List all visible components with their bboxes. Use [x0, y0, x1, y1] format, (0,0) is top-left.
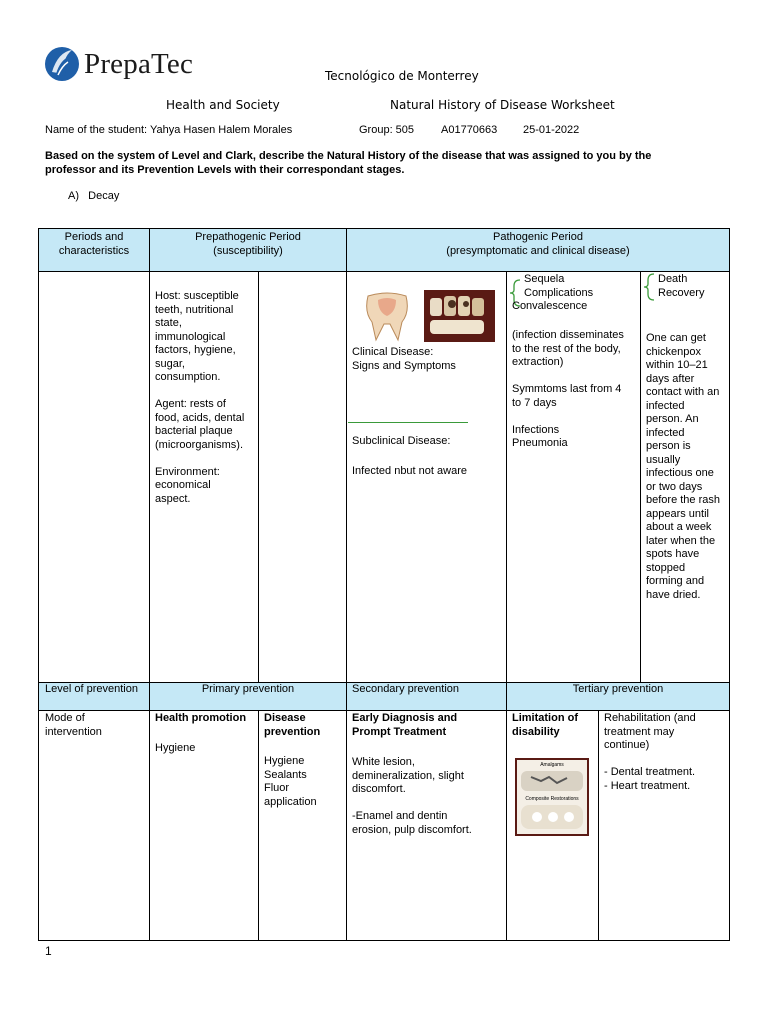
restorations-image: [515, 758, 589, 836]
limitation-title: Limitation of disability: [512, 712, 578, 738]
clinical-disease: Clinical Disease: Signs and Symptoms: [352, 346, 456, 372]
horizon-line: [348, 422, 468, 423]
tertiary-prevention-header: Tertiary prevention: [572, 683, 664, 695]
level-of-prevention-header: Level of prevention: [45, 683, 138, 695]
tooth-diagram-icon: [352, 290, 495, 342]
subclinical-disease: Subclinical Disease:: [352, 435, 451, 447]
logo-text: PrepaTec: [84, 48, 194, 80]
student-date: 25-01-2022: [523, 124, 580, 136]
health-promotion-title: Health promotion: [155, 712, 247, 724]
disease-prevention-text: Hygiene Sealants Fluor application: [264, 755, 317, 808]
recovery-item: Recovery: [658, 287, 705, 299]
pathogenic-header: Pathogenic Period (presymptomatic and clinical disease): [446, 231, 630, 257]
student-name: Name of the student: Yahya Hasen Halem Morales: [45, 124, 293, 136]
secondary-prevention-header: Secondary prevention: [352, 683, 460, 695]
disease-prevention-title: Disease prevention: [264, 712, 321, 738]
death-item: Death: [658, 273, 688, 285]
tooth-decay-image: [352, 290, 495, 342]
early-diagnosis-title: Early Diagnosis and Prompt Treatment: [352, 712, 458, 738]
composite-restorations-label: Composite Restorations: [525, 796, 579, 802]
early-diagnosis-text: White lesion, demineralization, slight discomfort. -Enamel and dentin erosion, pulp discomfort.: [352, 756, 472, 836]
mode-of-intervention: Mode of intervention: [45, 712, 102, 738]
complications-item: Complications: [524, 287, 594, 299]
prepatec-logo: [44, 44, 194, 84]
student-group: Group: 505: [359, 124, 415, 136]
course-title: Health and Society: [166, 98, 280, 112]
sequela-text: (infection disseminates to the rest of the body, extraction) Symmtoms last from 4 to 7 days Infections Pneumonia: [512, 329, 624, 449]
health-promotion-text: Hygiene: [155, 742, 196, 754]
worksheet-title: Natural History of Disease Worksheet: [390, 98, 615, 112]
instructions: Based on the system of Level and Clark, describe the Natural History of the disease that was assigned to you by the professor and its Prevention Levels with their correspondant stages.: [45, 150, 652, 176]
primary-prevention-header: Primary prevention: [201, 683, 295, 695]
prepathogenic-header: Prepathogenic Period (susceptibility): [195, 231, 301, 257]
teeth-icon: [517, 803, 587, 833]
teeth-icon: [517, 769, 587, 793]
amalgams-label: Amalgams: [540, 762, 564, 768]
brace-icon: [642, 272, 656, 302]
disease-item: A) Decay: [68, 190, 120, 202]
rehabilitation-text: Rehabilitation (and treatment may continue) - Dental treatment. - Heart treatment.: [604, 712, 696, 792]
infected-note: Infected nbut not aware: [352, 465, 467, 477]
sequela-item: Sequela: [524, 273, 565, 285]
outcome-text: One can get chickenpox within 10–21 days after contact with an infected person. An infected person is usually infectious one or two days before the rash appears until about a week later when the spots have stopped forming and have dried.: [646, 332, 720, 601]
flame-logo-icon: [44, 44, 80, 84]
natural-history-table: [38, 228, 730, 941]
page-number: 1: [45, 944, 52, 958]
institution-title: Tecnológico de Monterrey: [325, 69, 479, 83]
student-id: A01770663: [441, 124, 498, 136]
prepathogenic-text: Host: susceptible teeth, nutritional state, immunological factors, hygiene, sugar, consumption. Agent: rests of food, acids, dental bacterial plaque (microorganisms). Environment: economical aspect.: [155, 290, 245, 505]
convalescence-item: Convalescence: [512, 300, 588, 312]
periods-header: Periods and characteristics: [58, 231, 130, 257]
